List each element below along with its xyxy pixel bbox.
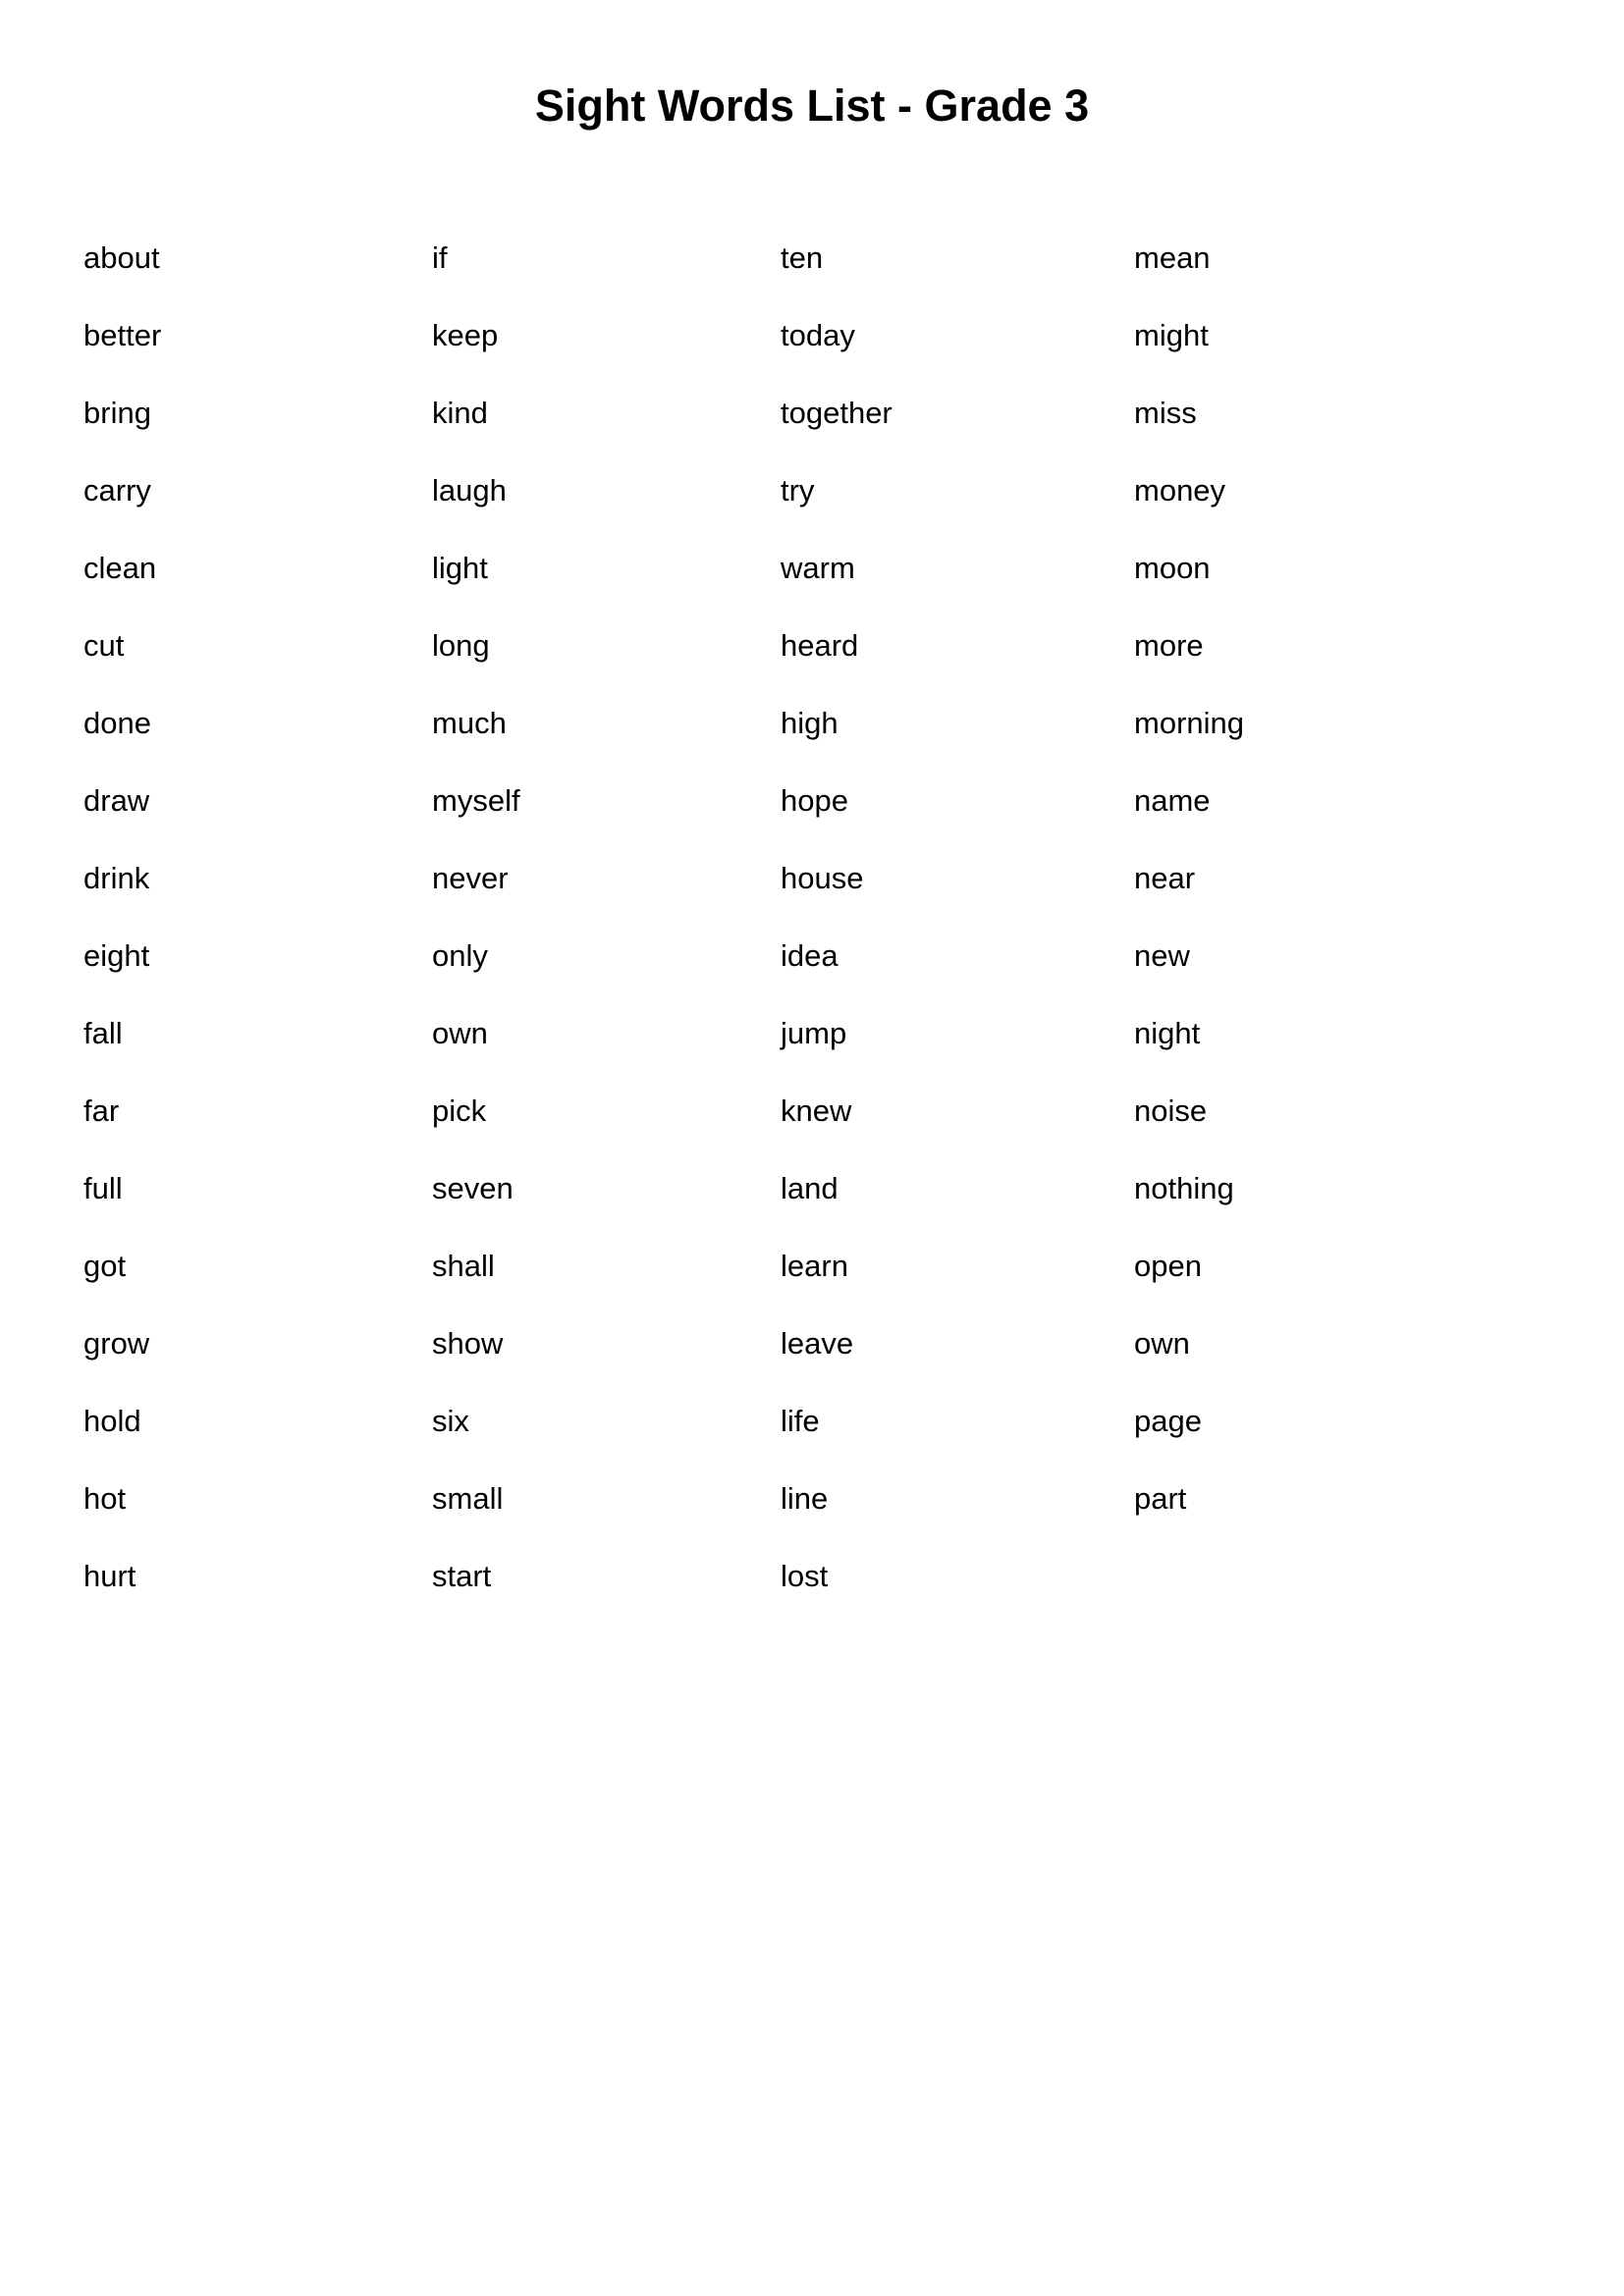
word-item: learn xyxy=(781,1249,848,1283)
word-item: heard xyxy=(781,628,859,663)
word-item: myself xyxy=(432,783,520,818)
word-item: mean xyxy=(1134,240,1211,275)
word-item: drink xyxy=(83,861,150,895)
word-item: shall xyxy=(432,1249,495,1283)
word-item: idea xyxy=(781,938,839,973)
word-item: far xyxy=(83,1094,120,1128)
word-item: line xyxy=(781,1481,829,1516)
word-item: own xyxy=(1134,1326,1190,1361)
word-item: new xyxy=(1134,938,1190,973)
word-item: hurt xyxy=(83,1559,136,1593)
word-item: knew xyxy=(781,1094,852,1128)
word-item: jump xyxy=(781,1016,847,1050)
word-item: full xyxy=(83,1171,123,1205)
word-item: much xyxy=(432,706,507,740)
word-item: done xyxy=(83,706,151,740)
word-item: moon xyxy=(1134,551,1211,585)
word-item: small xyxy=(432,1481,504,1516)
word-item: try xyxy=(781,473,815,507)
word-item: own xyxy=(432,1016,488,1050)
word-item: about xyxy=(83,240,160,275)
word-item: laugh xyxy=(432,473,507,507)
word-item: open xyxy=(1134,1249,1202,1283)
word-item: eight xyxy=(83,938,150,973)
word-item: keep xyxy=(432,318,499,352)
word-item: six xyxy=(432,1404,469,1438)
word-item: never xyxy=(432,861,509,895)
word-item: bring xyxy=(83,396,151,430)
word-item: house xyxy=(781,861,864,895)
word-item: grow xyxy=(83,1326,150,1361)
word-item: cut xyxy=(83,628,125,663)
word-item: high xyxy=(781,706,839,740)
word-item: lost xyxy=(781,1559,829,1593)
word-item: show xyxy=(432,1326,504,1361)
word-item: warm xyxy=(781,551,855,585)
word-item: seven xyxy=(432,1171,514,1205)
word-item: might xyxy=(1134,318,1209,352)
word-item: night xyxy=(1134,1016,1201,1050)
word-item: hold xyxy=(83,1404,141,1438)
word-item: more xyxy=(1134,628,1204,663)
word-item: noise xyxy=(1134,1094,1208,1128)
word-item: draw xyxy=(83,783,150,818)
word-item: morning xyxy=(1134,706,1244,740)
word-item: land xyxy=(781,1171,839,1205)
word-item: carry xyxy=(83,473,151,507)
word-item: got xyxy=(83,1249,127,1283)
sight-words-grid xyxy=(83,239,1507,1634)
word-item: fall xyxy=(83,1016,123,1050)
word-item: hope xyxy=(781,783,848,818)
word-item: nothing xyxy=(1134,1171,1234,1205)
word-item: better xyxy=(83,318,162,352)
word-item: kind xyxy=(432,396,488,430)
word-item: light xyxy=(432,551,488,585)
word-item: money xyxy=(1134,473,1226,507)
word-item: clean xyxy=(83,551,157,585)
word-item: part xyxy=(1134,1481,1187,1516)
word-item: miss xyxy=(1134,396,1197,430)
word-item: long xyxy=(432,628,490,663)
word-item: ten xyxy=(781,240,824,275)
word-item: name xyxy=(1134,783,1211,818)
word-item: leave xyxy=(781,1326,854,1361)
word-item: start xyxy=(432,1559,492,1593)
word-item: today xyxy=(781,318,855,352)
word-item: hot xyxy=(83,1481,127,1516)
word-item: near xyxy=(1134,861,1196,895)
word-item: only xyxy=(432,938,488,973)
word-item: pick xyxy=(432,1094,487,1128)
word-item: together xyxy=(781,396,893,430)
word-item: life xyxy=(781,1404,820,1438)
page-title: Sight Words List - Grade 3 xyxy=(534,80,1090,131)
word-item: if xyxy=(432,240,448,275)
word-item: page xyxy=(1134,1404,1202,1438)
